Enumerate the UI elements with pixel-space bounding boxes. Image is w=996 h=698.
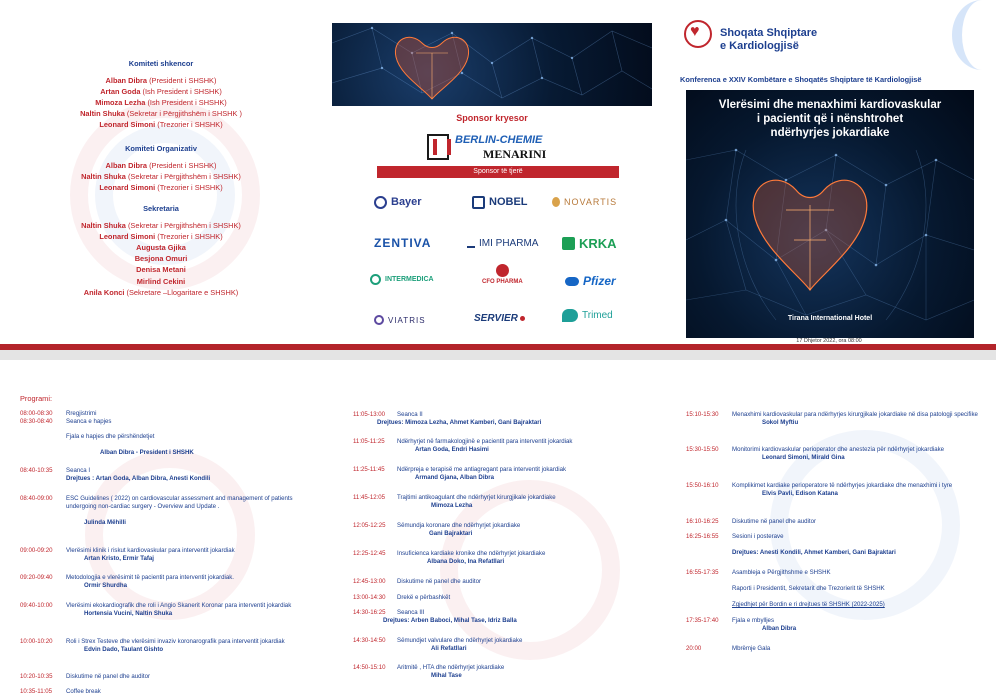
committee-member: Mimoza Lezha (Ish President i SHSHK) — [95, 98, 227, 108]
committee-member: Naltin Shuka (Sekretar i Përgjithshëm i SHSHK) — [81, 172, 241, 182]
program-heading: Programi: — [20, 394, 53, 403]
heart-network-icon — [332, 23, 652, 106]
servier-icon — [520, 316, 525, 321]
bayer-cross-icon — [374, 196, 387, 209]
committees-panel — [0, 0, 322, 345]
committee-member: Naltin Shuka (Sekretar i Përgjithshëm i SHSHK) — [81, 221, 241, 231]
sponsors-panel — [322, 0, 662, 345]
secretariat — [22, 203, 300, 298]
sponsor-name-line-1: BERLIN-CHEMIE — [455, 134, 543, 146]
organizing-committee — [22, 143, 300, 193]
committee-title: Sekretaria — [143, 204, 179, 213]
imi-pharma-icon — [467, 238, 475, 248]
krka-icon — [562, 237, 575, 250]
program-item: Raporti i Presidentit, Sekretarit dhe Trezorierit të SHSHK — [732, 585, 885, 592]
committee-member: Besjona Omuri — [134, 254, 188, 264]
nobel-icon — [472, 196, 485, 209]
sponsor-logo-novartis: NOVARTIS — [552, 193, 617, 211]
berlin-chemie-logo — [427, 134, 587, 162]
cover-date: 17 Dhjetor 2022, ora 08:00 — [796, 338, 862, 344]
program-item: Fjala e hapjes dhe përshëndetjet Alban Dibra - President i SHSHK — [66, 433, 194, 456]
brochure-sheet: Komiteti shkencor Alban Dibra (President i SHSHK) Artan Goda (Ish President i SHSHK) Mimoza Lezha (Ish President i SHSHK) Naltin Shuka (Sekretar i Përgjithshëm i SHSHK ) Leonard Simoni (Trezorier i SHSHK) Komiteti Organizativ Alban Dibra (President i SHSHK) Naltin Shuka (Sekretar i Përgjithshëm i SHSHK) Leonard Simoni (Trezorier i SHSHK) Sekretaria Naltin Shuka (Sekretar i Përgjithshëm i SHSHK) Leonard Simoni (Trezorier i SHSHK) Augusta Gjika Besjona Omuri Denisa Metani Mirlind Cekini Anila Konci (Sekretare –Llogaritare e SHSHK) Sponsor kryesor BERLIN-CHEMIE MENARINI Sponsor të tjerë Bayer NOBEL NOVARTIS ZENTIVA IMI PHARMA KRKA INTERMEDICA CFO PHARMA Pfizer VIATRIS SERVIER Trimed ♥ Shoqata Shqiptare e Kardiologjisë Konferenca e XXIV Kombëtare e Shoqatës Shqiptare të Kardiologjisë Vlerësimi dhe menaxhimi kardiovaskular i pacientit që i nënshtrohet ndërhyrjes jokardiake Tirana International Hotel 17 Dhjetor 2022, ora 08:00 Programi: 08:00-08:30 Rregjistrimi 08:30-08:40 Seanca e hapjes Fjala e hapjes dhe përshëndetjet Alban Dibra - President i SHSHK 08:40-10:35 Seanca I Drejtues : Artan Goda, Alban Dibra, Anesti Kondili 08:40-09:00 ESC Guidelines ( 2022) on cardiovascular assessment and management of patients undergoing non-cardiac surgery - Overview and Update . Julinda Mëhilli 09:00-09:20 Vlerësimi klinik i riskut kardiovaskular para interventit jokardiak Artan Kristo, Ermir Tafaj 09:20-09:40 Metodologjia e vlerësimit të pacientit para interventit jokardiak. Ormir Shurdha 09:40-10:00 Vlerësimi ekokardiografik dhe roli i Angio Skanerit Koronar para interventit jokardiak Hortensia Vucini, Naltin Shuka 10:00-10:20 Roli i Strex Testeve dhe vlerësimi invaziv koronarografik para interventit jokardiak Edvin Dado, Taulant Gishto 10:20-10:35 Diskutime në panel dhe auditor 10:35-11:05 Coffee break 11:05-13:00 Seanca II Drejtues: Mimoza Lezha, Ahmet Kamberi, Gani Bajraktari 11:05-11:25 Ndërhyrjet në farmakologjinë e pacientit para interventit jokardiak Artan Goda, Endri Hasimi 11:25-11:45 Ndërpreja e terapisë me antiagregant para interventit jokardiak Armand Gjana, Alban Dibra 11:45-12:05 Trajtimi antikoagulant dhe ndërhyrjet kirurgjikale jokardiake Mimoza Lezha 12:05-12:25 Sëmundja koronare dhe ndërhyrjet jokardiake Gani Bajraktari 12:25-12:45 Insuficienca kardiake kronike dhe ndërhyrjet jokardiake Albana Doko, Ina Refatllari 12:45-13:00 Diskutime në panel dhe auditor 13:00-14:30 Drekë e përbashkët 14:30-16:25 Seanca III Drejtues: Arben Baboci, Mihal Tase, Idriz Balla 14:30-14:50 Sëmundjet valvulare dhe ndërhyrjet jokardiake Ali Refatllari 14:50-15:10 Aritmitë , HTA dhe ndërhyrjet jokardiake Mihal Tase 15:10-15:30 Menaxhimi kardiovaskular para ndërhyrjes kirurgjikale jokardiake në disa patologji specifike Sokol Myftiu 15:30-15:50 Monitorimi kardiovaskular perioperator dhe anestezia për ndërhyrjet jokardiake Leonard Simoni, Mirald Gina 15:50-16:10 Komplikimet kardiake perioperatore të ndërhyrjes jokardiake dhe menaxhimi i tyre Elvis Pavli, Edison Katana 16:10-16:25 Diskutime në panel dhe auditor 16:25-16:55 Sesioni i posterave Drejtues: Anesti Kondili, Ahmet Kamberi, Gani Bajraktari 16:55-17:35 Asambleja e Përgjithshme e SHSHK Raporti i Presidentit, Sekretarit dhe Trezorierit të SHSHK Zgjedhjet për Bordin e ri drejtues të SHSHK (2022-2025) 17:35-17:40 Fjala e mbylljes Alban Dibra 20:00 Mbrëmje Gala — [0, 0, 996, 698]
cfo-pharma-icon — [496, 264, 509, 277]
main-sponsor-title: Sponsor kryesor — [456, 113, 528, 123]
sponsor-logo-pfizer: Pfizer — [565, 272, 616, 290]
cover-headline: Vlerësimi dhe menaxhimi kardiovaskular i pacientit që i nënshtrohet ndërhyrjes jokardiake — [718, 99, 942, 139]
cover-panel — [662, 0, 996, 345]
pfizer-pill-icon — [565, 277, 579, 286]
sponsor-logo-nobel: NOBEL — [472, 193, 528, 211]
intermedica-icon — [370, 274, 381, 285]
cover-venue: Tirana International Hotel — [787, 315, 873, 322]
committee-member: Augusta Gjika — [136, 243, 186, 253]
blue-swoosh-decoration — [952, 0, 996, 70]
sponsor-logo-imi-pharma: IMI PHARMA — [467, 234, 538, 252]
committee-member: Anila Konci (Sekretare –Llogaritare e SHSHK) — [83, 287, 239, 297]
committee-member: Mirlind Cekini — [136, 276, 186, 286]
sponsor-logo-krka: KRKA — [562, 234, 617, 252]
sponsor-logo-servier: SERVIER — [474, 309, 529, 327]
berlin-chemie-mark-icon — [427, 134, 449, 160]
committee-member: Artan Goda (Ish President i SHSHK) — [100, 87, 222, 97]
sponsor-logo-bayer: Bayer — [374, 193, 422, 211]
committee-member: Leonard Simoni (Trezorier i SHSHK) — [99, 183, 223, 193]
sponsor-logo-zentiva: ZENTIVA — [374, 236, 432, 250]
committee-title: Komiteti shkencor — [128, 59, 194, 68]
society-name: Shoqata Shqiptare e Kardiologjisë — [720, 27, 818, 52]
committee-title: Komiteti Organizativ — [125, 144, 197, 153]
sponsor-logo-trimed: Trimed — [562, 306, 613, 324]
sponsor-logo-viatris: VIATRIS — [374, 311, 426, 329]
cover-heart-image — [686, 90, 974, 338]
society-heart-logo-icon — [684, 20, 712, 48]
conference-title: Konferenca e XXIV Kombëtare e Shoqatës Shqiptare të Kardiologjisë — [680, 75, 922, 84]
sheet-gap — [0, 350, 996, 360]
committee-member: Alban Dibra (President i SHSHK) — [105, 161, 217, 171]
trimed-icon — [562, 309, 578, 322]
program-item: Zgjedhjet për Bordin e ri drejtues të SHSHK (2022-2025) — [732, 601, 885, 608]
novartis-flame-icon — [552, 197, 560, 207]
viatris-icon — [374, 315, 384, 325]
committee-member: Leonard Simoni (Trezorier i SHSHK) — [99, 232, 223, 242]
committee-member: Denisa Metani — [136, 265, 186, 275]
sponsor-logo-cfo-pharma: CFO PHARMA — [482, 264, 523, 290]
scientific-committee — [22, 58, 300, 131]
sponsor-name-line-2: MENARINI — [483, 147, 547, 161]
other-sponsors-bar: Sponsor të tjerë — [377, 166, 619, 178]
committee-member: Naltin Shuka (Sekretar i Përgjithshëm i SHSHK ) — [80, 109, 242, 119]
committee-member: Leonard Simoni (Trezorier i SHSHK) — [99, 120, 223, 130]
sponsor-logo-intermedica: INTERMEDICA — [370, 270, 434, 288]
committee-member: Alban Dibra (President i SHSHK) — [105, 76, 217, 86]
heart-network-image — [332, 23, 652, 106]
